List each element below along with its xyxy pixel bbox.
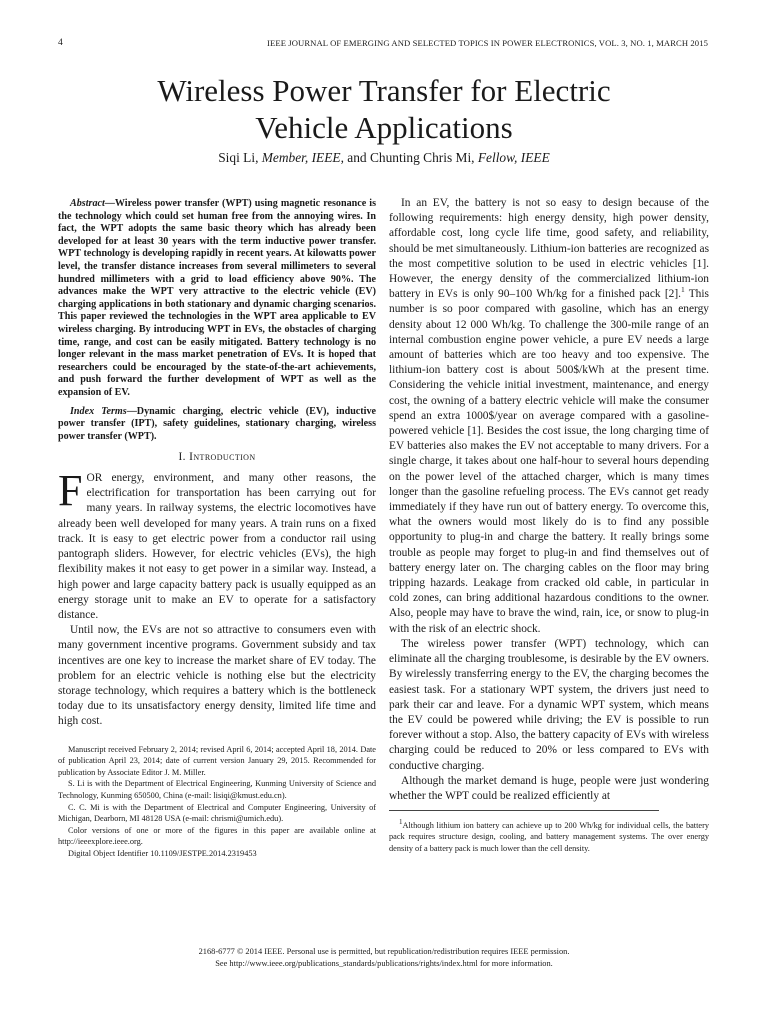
section-number: I. bbox=[178, 451, 190, 464]
index-terms-label: Index Terms bbox=[70, 405, 127, 417]
author-1-affiliation: S. Li is with the Department of Electrical Engineering, Kunming University of Science and Technology, Kunming 650500, China (e-mail: lisiqi@kmust.edu.cn). bbox=[58, 779, 376, 800]
right-column bbox=[389, 196, 709, 855]
manuscript-received-note: Manuscript received February 2, 2014; revised April 6, 2014; accepted April 18, 2014. Date of publication April 23, 2014; date of current version January 29, 2015. Recommended for publication by Associate Editor J. M. Miller. bbox=[58, 744, 376, 777]
index-terms-dash: — bbox=[126, 405, 137, 417]
drop-cap: F bbox=[58, 466, 83, 516]
intro-paragraph-1-text: OR energy, environment, and many other reasons, the electrification for transportation has been carrying out for many years. In railway systems, the electric locomotives have already been well developed for many years. A train runs on a fixed track. It is easy to get electric power from a conductor rail using pantograph sliders. However, for electric vehicles (EVs), the high flexibility makes it not easy to get power in a similar way. Instead, a high power and large capacity battery pack is usually equipped as an energy storage unit to make an EV to operate for a satisfactory distance. bbox=[58, 472, 376, 621]
abstract-text: Wireless power transfer (WPT) using magnetic resonance is the technology which could set human free from the annoying wires. In fact, the WPT adopts the same basic theory which has already been developed for at least 30 years with the term inductive power transfer. WPT technology is developing rapidly in recent years. At kilowatts power level, the transfer distance increases from several millimeters to several hundred millimeters with a grid to load efficiency above 90%. The advances make the WPT very attractive to the electric vehicle (EV) charging applications in both stationary and dynamic charging scenarios. This paper reviewed the technologies in the WPT area applicable to EV wireless charging. By introducing WPT in EVs, the obstacles of charging time, range, and cost can be easily mitigated. Battery technology is no longer relevant in the mass market penetration of EVs. It is hoped that researchers could be encouraged by the state-of-the-art achievements, and push forward the further development of WPT as well as the expansion of EV. bbox=[58, 198, 376, 398]
author-line bbox=[60, 150, 708, 166]
running-head: IEEE JOURNAL OF EMERGING AND SELECTED TOPICS IN POWER ELECTRONICS, VOL. 3, NO. 1, MARCH 2015 bbox=[267, 38, 708, 48]
index-terms-text: Dynamic charging, electric vehicle (EV), inductive power transfer (IPT), safety guidelines, stationary charging, wireless power transfer (WPT). bbox=[58, 405, 376, 442]
footnote-1-text bbox=[389, 817, 709, 855]
title-line-1: Wireless Power Transfer for Electric bbox=[157, 73, 611, 108]
body-paragraph-battery bbox=[389, 196, 709, 637]
intro-paragraph-1 bbox=[58, 466, 376, 623]
body-paragraph-battery-a: In an EV, the battery is not so easy to design because of the following requirements: high energy density, high power density, affordable cost, long cycle life time, good safety, and reliability, should be met simultaneously. Lithium-ion batteries are recognized as the most competitive solution to be used in electric vehicles [1]. However, the energy density of the commercialized lithium-ion battery in EVs is only 90–100 Wh/kg for a finished pack [2]. bbox=[389, 197, 709, 301]
color-versions-note: Color versions of one or more of the figures in this paper are available online at http://ieeexplore.ieee.org. bbox=[58, 825, 376, 847]
copyright-line-2: See http://www.ieee.org/publications_standards/publications/rights/index.html for more information. bbox=[215, 958, 553, 968]
copyright-notice bbox=[60, 946, 708, 969]
left-column bbox=[58, 198, 376, 859]
footnote-1-body: Although lithium ion battery can achieve up to 200 Wh/kg for individual cells, the battery pack requires structure design, cooling, and battery management systems. The over energy density of a battery pack is much lower than the cell density. bbox=[389, 820, 709, 854]
footnote-1-mark: 1 bbox=[399, 818, 403, 827]
section-heading-introduction bbox=[58, 451, 376, 465]
author-2-role: Fellow, IEEE bbox=[477, 150, 550, 165]
author-1-role: Member, IEEE bbox=[261, 150, 341, 165]
abstract bbox=[58, 198, 376, 400]
copyright-line-1: 2168-6777 © 2014 IEEE. Personal use is permitted, but republication/redistribution requires IEEE permission. bbox=[198, 947, 570, 956]
body-paragraph-battery-b: This number is so poor compared with gasoline, which has an energy density about 12 000 Wh/kg. To challenge the 300-mile range of an internal combustion engine power vehicle, a pure EV needs a large amount of batteries which are too heavy and too expensive. The lithium-ion battery cost is about 500$/kWh at the present time. Considering the vehicle initial investment, maintenance, and energy cost, the owning of a battery electric vehicle will make the consumer spend an extra 1000$/year on average compared with a gasoline-powered vehicle [1]. Besides the cost issue, the long charging time of EV batteries also makes the EV not acceptable to many drivers. For a single charge, it takes about one half-hour to several hours depending on the power level of the attached charger, which is many times longer than the gasoline refueling process. The EVs cannot get ready immediately if they have run out of battery energy. To overcome this, what the owners would most likely do is to find any possible opportunity to plug-in and charge the battery. It really brings some trouble as people may forget to plug-in and find themselves out of battery energy later on. The charging cables on the floor may bring tripping hazards. Leakage from cracked old cable, in particular in cold zones, can bring additional hazardous conditions to the owner. Also, people may have to brave the wind, rain, ice, or snow to plug-in with the risk of an electric shock. bbox=[389, 288, 709, 635]
footnote-reference-1: 1 bbox=[680, 285, 685, 295]
section-title: Introduction bbox=[189, 451, 256, 464]
body-paragraph-market: Although the market demand is huge, people were just wondering whether the WPT could be realized efficiently at bbox=[389, 774, 709, 802]
index-terms bbox=[58, 406, 376, 444]
title-line-2: Vehicle Applications bbox=[255, 110, 513, 145]
author-separator: , and Chunting Chris Mi, bbox=[340, 150, 478, 165]
footnote-rule bbox=[389, 810, 659, 811]
author-1: Siqi Li, bbox=[218, 150, 262, 165]
page-number: 4 bbox=[58, 38, 63, 48]
doi-note: Digital Object Identifier 10.1109/JESTPE.2014.2319453 bbox=[68, 848, 257, 858]
manuscript-footnotes bbox=[58, 744, 376, 860]
author-2-affiliation: C. C. Mi is with the Department of Electrical and Computer Engineering, University of Michigan, Dearborn, MI 48128 USA (e-mail: chrismi@umich.edu). bbox=[58, 802, 376, 824]
intro-paragraph-2: Until now, the EVs are not so attractive to consumers even with many government incentive programs. Government subsidy and tax incentives are one key to increase the market share of EV today. The problem for an electric vehicle is nothing else but the electricity storage technology, which requires a battery which is the bottleneck today due to its unsatisfactory energy density, limited life time and high cost. bbox=[58, 624, 376, 728]
abstract-dash: — bbox=[104, 198, 115, 209]
abstract-label: Abstract bbox=[70, 198, 105, 209]
paper-title bbox=[60, 72, 708, 146]
body-paragraph-wpt: The wireless power transfer (WPT) technology, which can eliminate all the charging troublesome, is desirable by the EV owners. By wirelessly transferring energy to the EV, the charging becomes the easiest task. For a stationary WPT system, the drivers just need to park their car and leave. For a dynamic WPT system, which means the EV could be powered while driving; the EV is possible to run forever without a stop. Also, the battery capacity of EVs with wireless charging could be reduced to 20% or less compared to EVs with conductive charging. bbox=[389, 637, 709, 772]
footnote-1 bbox=[389, 817, 709, 855]
